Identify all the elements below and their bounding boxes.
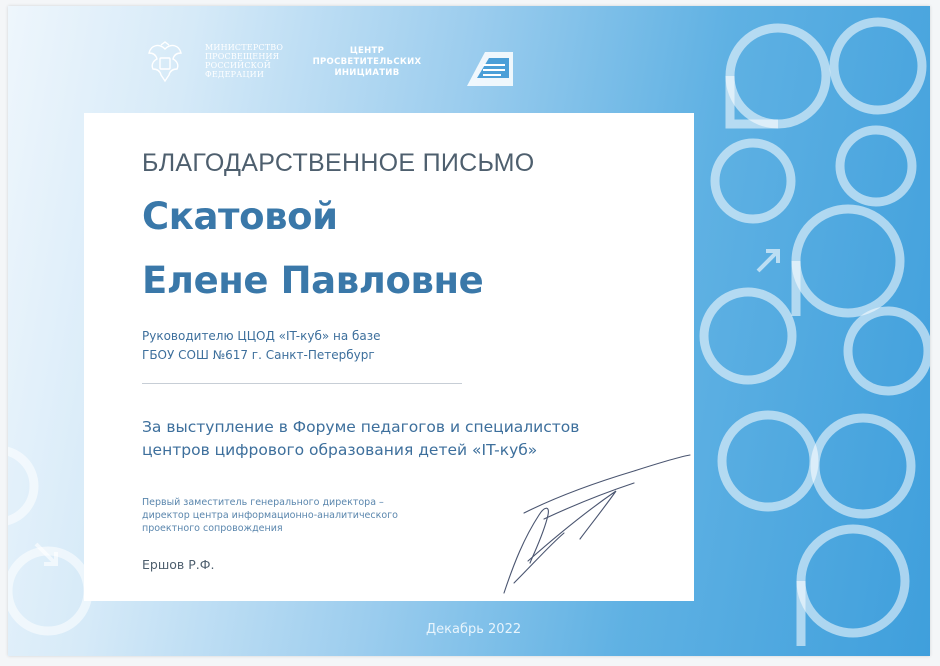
signer-title-line: проектного сопровождения — [142, 523, 283, 534]
reason-line: центров цифрового образования детей «IT-куб» — [142, 441, 538, 459]
recipient-given-names: Елене Павловне — [142, 259, 484, 302]
position-line: Руководителю ЦЦОД «IT-куб» на базе — [142, 329, 381, 343]
signer-title-line: Первый заместитель генерального директора – — [142, 497, 384, 508]
letter-title: БЛАГОДАРСТВЕННОЕ ПИСЬМО — [142, 149, 535, 177]
signer-title-line: директор центра информационно-аналитического — [142, 510, 398, 521]
position-line: ГБОУ СОШ №617 г. Санкт-Петербург — [142, 348, 375, 362]
signer-title — [142, 496, 398, 535]
ministry-line: ПРОСВЕЩЕНИЯ — [205, 52, 280, 61]
recipient-position — [142, 327, 381, 365]
letter-card — [84, 113, 694, 601]
national-projects-logo-icon — [463, 48, 517, 88]
handwritten-signature — [484, 443, 694, 603]
ministry-line: РОССИЙСКОЙ — [205, 61, 271, 70]
center-logo-text — [307, 46, 427, 79]
issue-date: Декабрь 2022 — [426, 622, 522, 637]
divider-line — [142, 383, 462, 384]
ministry-line: МИНИСТЕРСТВО — [205, 43, 284, 52]
center-line: ПРОСВЕТИТЕЛЬСКИХ — [312, 57, 422, 67]
center-line: ЦЕНТР — [349, 46, 385, 56]
ministry-line: ФЕДЕРАЦИИ — [205, 70, 264, 79]
center-line: ИНИЦИАТИВ — [334, 68, 400, 78]
header-logos — [8, 6, 930, 106]
ministry-logo-text — [205, 43, 283, 79]
reason-line: За выступление в Форуме педагогов и специалистов — [142, 418, 580, 436]
recipient-surname: Скатовой — [142, 195, 338, 238]
certificate-sheet — [8, 6, 930, 656]
coat-of-arms-icon — [145, 41, 185, 83]
signer-name: Ершов Р.Ф. — [142, 557, 215, 572]
